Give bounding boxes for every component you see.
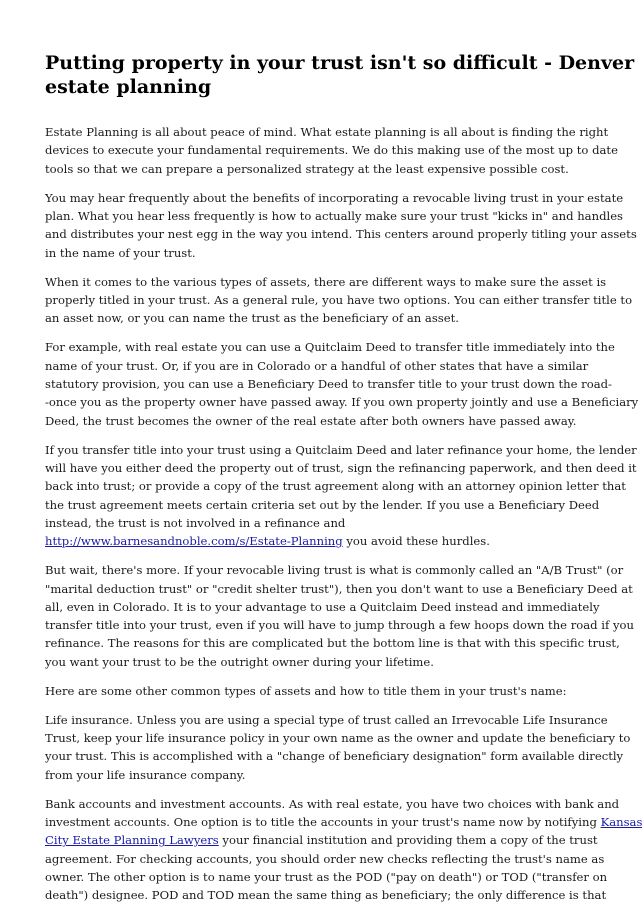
title-line: Putting property in your trust isn't so difficult - Denver <box>45 52 635 74</box>
inline-link[interactable]: http://www.barnesandnoble.com/s/Estate-Planning <box>45 534 343 549</box>
text-line: in the name of your trust. <box>45 245 196 260</box>
text-line: But wait, there's more. If your revocable living trust is what is commonly called an "A/B Trust" (or <box>45 563 624 578</box>
paragraph <box>45 682 597 700</box>
text-line: an asset now, or you can name the trust as the beneficiary of an asset. <box>45 311 459 326</box>
text-line: name of your trust. Or, if you are in Colorado or a handful of other states that have a similar <box>45 358 589 373</box>
paragraph <box>45 561 634 671</box>
text-line: devices to execute your fundamental requirements. We do this making use of the most up to date <box>45 143 618 158</box>
text-line: properly titled in your trust. As a general rule, you have two options. You can either transfer title to <box>45 292 633 307</box>
title-line: estate planning <box>45 76 212 98</box>
text-line: Estate Planning is all about peace of mind. What estate planning is all about is finding the right <box>45 125 609 139</box>
text-line: will have you either deed the property out of trust, sign the refinancing paperwork, and then deed it <box>45 460 637 475</box>
text-line: back into trust; or provide a copy of the trust agreement along with an attorney opinion letter that <box>45 479 626 494</box>
text-line: City Estate Planning Lawyers your financial institution and providing them a copy of the trust <box>45 833 598 848</box>
paragraph <box>45 711 631 784</box>
paragraph <box>45 795 642 905</box>
document-body <box>45 123 642 915</box>
paragraph <box>45 338 639 429</box>
inline-link[interactable]: City Estate Planning Lawyers <box>45 833 219 848</box>
text-line: Deed, the trust becomes the owner of the real estate after both owners have passed away. <box>45 413 577 428</box>
paragraph <box>45 123 618 178</box>
text-line: You may hear frequently about the benefits of incorporating a revocable living trust in your estate <box>45 190 624 205</box>
paragraph <box>45 273 633 328</box>
text-line: http://www.barnesandnoble.com/s/Estate-Planning you avoid these hurdles. <box>45 534 490 549</box>
text-line: If you transfer title into your trust using a Quitclaim Deed and later refinance your home, the lender <box>45 442 637 457</box>
text-line: plan. What you hear less frequently is how to actually make sure your trust "kicks in" and handles <box>45 208 624 223</box>
text-line: Bank accounts and investment accounts. As with real estate, you have two choices with bank and <box>45 796 620 811</box>
text-line: tools so that we can prepare a personalized strategy at the least expensive possible cost. <box>45 161 569 176</box>
text-line: Here are some other common types of assets and how to title them in your trust's name: <box>45 683 567 698</box>
text-line: all, even in Colorado. It is to your advantage to use a Quitclaim Deed instead and immediately <box>45 599 600 614</box>
text-line: instead, the trust is not involved in a refinance and <box>45 515 346 530</box>
paragraph <box>45 441 637 551</box>
text-line: investment accounts. One option is to title the accounts in your trust's name now by notifying Kansas <box>45 815 642 830</box>
text-line: from your life insurance company. <box>45 767 246 782</box>
paragraph <box>45 189 637 262</box>
text-line: Trust, keep your life insurance policy in your own name as the owner and update the beneficiary to <box>45 731 631 746</box>
text-line: refinance. The reasons for this are complicated but the bottom line is that with this specific trust, <box>45 636 620 651</box>
text-line: transfer title into your trust, even if you will have to jump through a few hoops down the road if you <box>45 618 634 633</box>
text-line: owner. The other option is to name your trust as the POD ("pay on death") or TOD ("transfer on <box>45 870 608 885</box>
text-line: statutory provision, you can use a Beneficiary Deed to transfer title to your trust down the road- <box>45 376 612 391</box>
text-line: and distributes your nest egg in the way you intend. This centers around properly titling your assets <box>45 227 637 242</box>
text-line: you want your trust to be the outright owner during your lifetime. <box>45 654 434 669</box>
text-line: your trust. This is accomplished with a "change of beneficiary designation" form available directly <box>45 749 624 764</box>
text-line: the trust agreement meets certain criteria set out by the lender. If you use a Beneficiary Deed <box>45 497 600 512</box>
inline-link[interactable]: Kansas <box>600 815 642 830</box>
text-line: Life insurance. Unless you are using a special type of trust called an Irrevocable Life Insurance <box>45 712 608 727</box>
text-line: For example, with real estate you can use a Quitclaim Deed to transfer title immediately into the <box>45 340 615 355</box>
document-title <box>45 51 635 99</box>
text-line: "marital deduction trust" or "credit shelter trust"), then you don't want to use a Beneficiary Deed at <box>45 581 633 596</box>
text-line: death") designee. POD and TOD mean the same thing as beneficiary; the only difference is that <box>45 888 607 903</box>
text-line: When it comes to the various types of assets, there are different ways to make sure the asset is <box>45 274 607 289</box>
text-line: agreement. For checking accounts, you should order new checks reflecting the trust's name as <box>45 851 605 866</box>
text-line: -once you as the property owner have passed away. If you own property jointly and use a Beneficiary <box>45 395 639 410</box>
